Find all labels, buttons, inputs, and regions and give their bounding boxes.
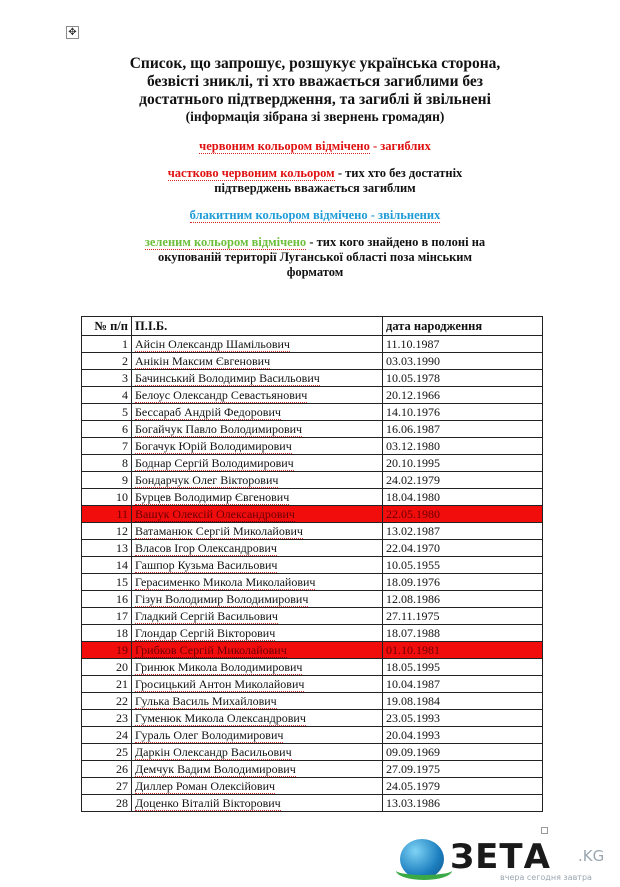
row-name-cell [132,336,383,353]
row-dob: 18.05.1995 [383,659,543,676]
table-row [82,642,543,659]
row-number: 27 [82,778,132,795]
watermark-logo [400,835,615,885]
row-number: 28 [82,795,132,812]
row-name: Гросицький Антон Миколайович [135,677,305,691]
row-name: Гулька Василь Михайлович [135,694,277,708]
row-name: Бессараб Андрій Федорович [135,405,281,419]
table-row [82,421,543,438]
row-name: Диллер Роман Олексійович [135,779,276,793]
legend-green [95,235,535,280]
row-number: 4 [82,387,132,404]
row-name: Гураль Олег Володимирович [135,728,284,742]
swoosh-icon [396,861,452,880]
legend-green-rest-1: - тих кого знайдено в полоні на [306,235,486,249]
row-name-cell [132,659,383,676]
row-name-cell [132,489,383,506]
watermark-brand: ЗЕТА [450,837,551,877]
table-row [82,455,543,472]
row-dob: 10.05.1978 [383,370,543,387]
row-number: 21 [82,676,132,693]
row-name: Айсін Олександр Шамільович [135,337,290,351]
row-number: 17 [82,608,132,625]
row-name: Власов Ігор Олександрович [135,541,277,555]
table-row [82,625,543,642]
row-number: 11 [82,506,132,523]
row-dob: 03.03.1990 [383,353,543,370]
table-move-handle-icon[interactable]: ✥ [66,26,79,39]
row-name-cell [132,455,383,472]
table-row [82,795,543,812]
row-name: Вашук Олексій Олександрович [135,507,295,521]
row-dob: 18.07.1988 [383,625,543,642]
row-number: 12 [82,523,132,540]
row-dob: 20.04.1993 [383,727,543,744]
row-number: 23 [82,710,132,727]
legend-red-rest: - загиблих [369,139,431,153]
title-line-2: безвісті зниклі, ті хто вважається загиблими без [146,73,484,90]
table-header-row [82,317,543,336]
table-row [82,727,543,744]
row-name: Бондарчук Олег Вікторович [135,473,279,487]
row-dob: 01.10.1981 [383,642,543,659]
table-row [82,353,543,370]
row-dob: 22.04.1970 [383,540,543,557]
table-row [82,336,543,353]
row-name: Боднар Сергій Володимирович [135,456,294,470]
row-dob: 11.10.1987 [383,336,543,353]
row-name-cell [132,472,383,489]
row-name-cell [132,523,383,540]
table-row [82,472,543,489]
table-row [82,676,543,693]
table-row [82,761,543,778]
row-number: 22 [82,693,132,710]
row-name: Гринюк Микола Володимирович [135,660,303,674]
watermark-suffix: .KG [578,847,605,865]
row-number: 2 [82,353,132,370]
row-number: 8 [82,455,132,472]
row-name: Богайчук Павло Володимирович [135,422,303,436]
row-dob: 10.05.1955 [383,557,543,574]
row-name-cell [132,540,383,557]
row-name-cell [132,795,383,812]
table-row [82,557,543,574]
table-row [82,693,543,710]
table-row [82,710,543,727]
row-dob: 10.04.1987 [383,676,543,693]
row-name: Гуменюк Микола Олександрович [135,711,306,725]
row-name-cell [132,642,383,659]
row-name-cell [132,506,383,523]
row-name-cell [132,438,383,455]
row-name: Доценко Віталій Вікторович [135,796,281,810]
table-row [82,438,543,455]
row-number: 7 [82,438,132,455]
row-name: Гладкий Сергій Васильович [135,609,278,623]
row-name-cell [132,421,383,438]
row-name-cell [132,404,383,421]
row-dob: 14.10.1976 [383,404,543,421]
header-number: № п/п [82,317,132,336]
row-number: 6 [82,421,132,438]
row-dob: 24.02.1979 [383,472,543,489]
watermark-tagline: вчера сегодня завтра [500,873,592,882]
legend-green-rest-3: форматом [286,265,344,279]
legend-green-label: зеленим кольором відмічено [144,235,307,249]
row-number: 20 [82,659,132,676]
row-name: Даркін Олександр Васильович [135,745,292,759]
title-line-1: Список, що запрошує, розшукує українська сторона, [129,55,501,72]
persons-table [81,316,543,812]
row-dob: 12.08.1986 [383,591,543,608]
row-dob: 20.12.1966 [383,387,543,404]
legend-red [95,139,535,154]
table-row [82,608,543,625]
row-name: Гізун Володимир Володимирович [135,592,309,606]
row-number: 1 [82,336,132,353]
row-number: 9 [82,472,132,489]
legend-partial-label: частково червоним кольором [167,166,335,180]
row-dob: 13.03.1986 [383,795,543,812]
row-name-cell [132,557,383,574]
row-number: 19 [82,642,132,659]
row-name-cell [132,574,383,591]
row-name-cell [132,591,383,608]
table-row [82,489,543,506]
row-name-cell [132,608,383,625]
row-dob: 24.05.1979 [383,778,543,795]
row-name-cell [132,625,383,642]
table-row [82,370,543,387]
table-row [82,506,543,523]
table-row [82,540,543,557]
row-name-cell [132,387,383,404]
row-name: Глондар Сергій Вікторович [135,626,276,640]
table-row [82,387,543,404]
row-dob: 09.09.1969 [383,744,543,761]
row-dob: 16.06.1987 [383,421,543,438]
table-row [82,778,543,795]
row-name: Белоус Олександр Севастьянович [135,388,308,402]
row-dob: 27.11.1975 [383,608,543,625]
legend-partial-rest-2: підтверджень вважається загиблим [214,181,416,195]
row-name-cell [132,727,383,744]
row-name: Анікін Максим Євгенович [135,354,271,368]
table-row [82,744,543,761]
title-line-3: достатнього підтвердження, та загиблі й звільнені [139,91,491,108]
table-row [82,574,543,591]
row-name: Бурцев Володимир Євгенович [135,490,290,504]
table-row [82,659,543,676]
row-name-cell [132,778,383,795]
header-name: П.І.Б. [132,317,383,336]
row-name-cell [132,676,383,693]
legend-blue [95,208,535,223]
row-number: 13 [82,540,132,557]
legend-partial-rest-1: - тих хто без достатніх [334,166,463,180]
row-dob: 23.05.1993 [383,710,543,727]
row-name: Ватаманюк Сергій Миколайович [135,524,303,538]
document-header [95,55,535,280]
table-row [82,523,543,540]
row-number: 14 [82,557,132,574]
row-dob: 13.02.1987 [383,523,543,540]
row-number: 18 [82,625,132,642]
row-name-cell [132,693,383,710]
row-dob: 18.04.1980 [383,489,543,506]
row-name: Демчук Вадим Володимирович [135,762,296,776]
row-number: 24 [82,727,132,744]
row-dob: 27.09.1975 [383,761,543,778]
row-name-cell [132,353,383,370]
row-name: Бачинський Володимир Васильович [135,371,320,385]
row-name-cell [132,761,383,778]
row-name: Грибков Сергій Миколайович [135,643,287,657]
legend-red-label: червоним кольором відмічено [199,139,370,153]
row-name-cell [132,710,383,727]
row-name: Гашпор Кузьма Васильович [135,558,278,572]
subtitle: (інформація зібрана зі звернень громадян) [185,109,445,124]
table-row [82,591,543,608]
row-dob: 20.10.1995 [383,455,543,472]
legend-partial [95,166,535,196]
row-number: 3 [82,370,132,387]
row-number: 25 [82,744,132,761]
row-dob: 22.05.1980 [383,506,543,523]
row-dob: 18.09.1976 [383,574,543,591]
legend-green-rest-2: окупованій території Луганської області поза мінським [157,250,473,264]
row-name: Герасименко Микола Миколайович [135,575,316,589]
row-name: Богачук Юрій Володимирович [135,439,292,453]
table-row [82,404,543,421]
row-number: 16 [82,591,132,608]
header-dob: дата народження [383,317,543,336]
row-dob: 03.12.1980 [383,438,543,455]
row-number: 15 [82,574,132,591]
row-number: 5 [82,404,132,421]
legend-blue-label: блакитним кольором відмічено - звільнених [189,208,441,222]
row-number: 10 [82,489,132,506]
row-name-cell [132,370,383,387]
row-dob: 19.08.1984 [383,693,543,710]
table-resize-handle[interactable] [541,827,548,834]
row-name-cell [132,744,383,761]
row-number: 26 [82,761,132,778]
